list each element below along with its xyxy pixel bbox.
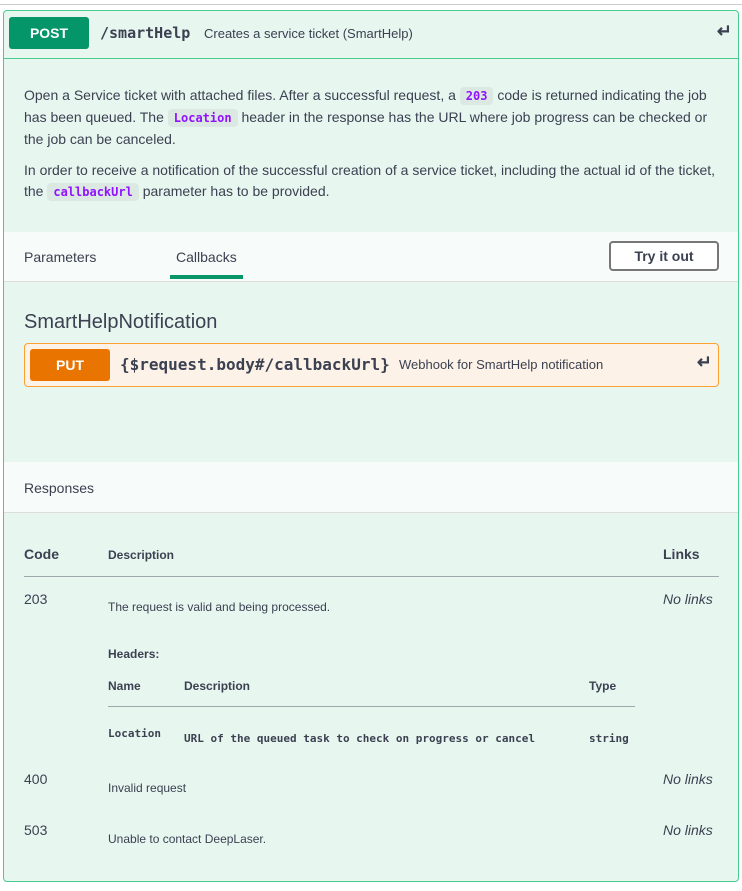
- method-badge: PUT: [30, 349, 110, 381]
- response-code: 203: [24, 591, 48, 607]
- operation-path: /smartHelp: [100, 24, 191, 42]
- callback-name: SmartHelpNotification: [24, 311, 218, 333]
- callback-summary: Webhook for SmartHelp notification: [399, 357, 604, 372]
- operation-summary-text: Creates a service ticket (SmartHelp): [204, 26, 413, 41]
- divider: [24, 576, 719, 577]
- divider: [108, 706, 635, 707]
- inline-code: 203: [460, 87, 494, 105]
- responses-header: [4, 462, 738, 513]
- header-name: Location: [108, 727, 161, 740]
- text: Open a Service ticket with attached files. After a successful request, a: [24, 87, 460, 103]
- text: parameter has to be provided.: [138, 183, 330, 199]
- operation-description: [24, 85, 724, 213]
- active-tab-indicator: [170, 275, 243, 279]
- col-links: Links: [663, 546, 700, 562]
- inline-code: Location: [168, 109, 238, 127]
- divider: [0, 4, 742, 5]
- header-col-name: Name: [108, 679, 141, 693]
- tab-bar: [4, 232, 738, 282]
- callback-path: {$request.body#/callbackUrl}: [120, 355, 390, 374]
- expand-return-icon[interactable]: ↵: [696, 352, 712, 372]
- response-description: The request is valid and being processed.: [108, 600, 331, 614]
- header-type: string: [589, 732, 629, 745]
- response-code: 400: [24, 771, 48, 787]
- header-description: URL of the queued task to check on progress or cancel: [184, 732, 535, 745]
- header-col-type: Type: [589, 679, 617, 693]
- collapse-return-icon[interactable]: ↵: [716, 21, 732, 41]
- text: code is returned indicating the job has been queued. The: [24, 87, 707, 125]
- inline-code: callbackUrl: [47, 183, 138, 201]
- tab-callbacks[interactable]: Callbacks: [176, 249, 237, 265]
- response-description: Invalid request: [108, 781, 187, 795]
- responses-title: Responses: [24, 480, 95, 496]
- col-code: Code: [24, 546, 59, 562]
- operation-summary[interactable]: [4, 11, 738, 59]
- callback-operation-put[interactable]: [24, 343, 719, 387]
- headers-label: Headers:: [108, 647, 160, 661]
- tab-parameters[interactable]: Parameters: [24, 249, 97, 265]
- method-badge: POST: [9, 17, 89, 49]
- operation-block-post-smarthelp: [3, 10, 739, 882]
- text: header in the response has the URL where job progress can be checked or the job can be canceled.: [24, 109, 708, 147]
- response-links: No links: [663, 591, 713, 607]
- response-links: No links: [663, 822, 713, 838]
- text: In order to receive a notification of the successful creation of a service ticket, including the actual id of the ticket, the: [24, 162, 716, 199]
- response-code: 503: [24, 822, 48, 838]
- response-links: No links: [663, 771, 713, 787]
- try-it-out-button[interactable]: Try it out: [609, 241, 719, 271]
- col-description: Description: [108, 548, 175, 562]
- response-description: Unable to contact DeepLaser.: [108, 832, 267, 846]
- header-col-description: Description: [184, 679, 251, 693]
